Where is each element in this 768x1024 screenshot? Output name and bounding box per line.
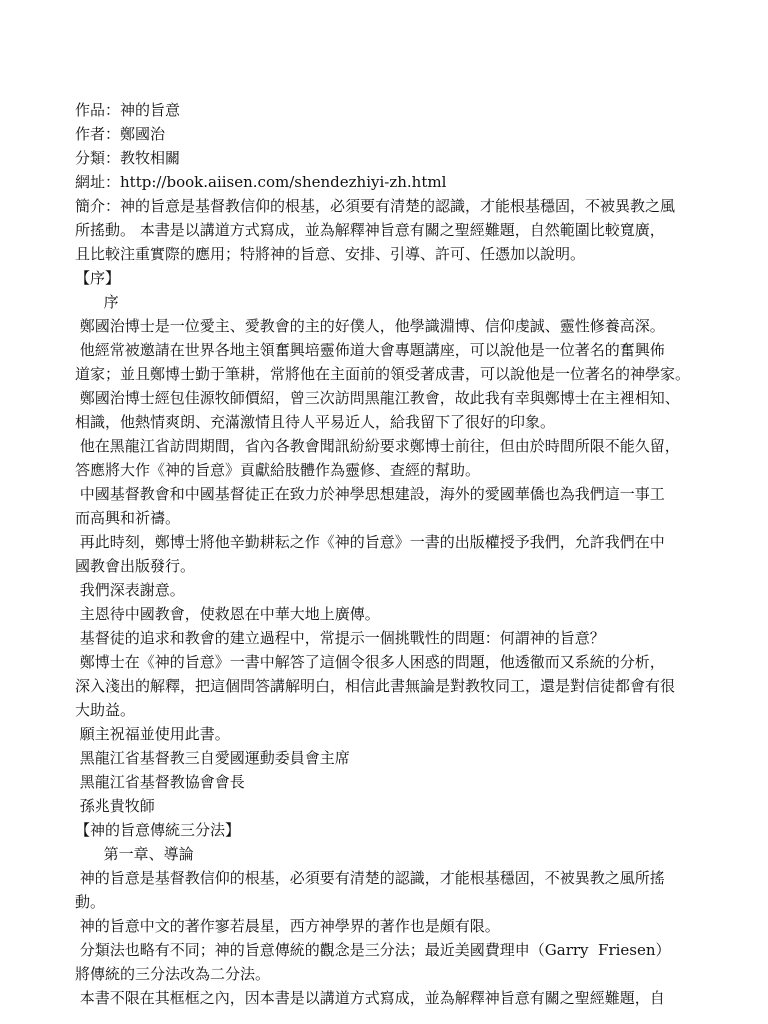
preface-line: 他在黑龍江省訪問期間，省內各教會聞訊紛紛要求鄭博士前往，但由於時間所限不能久留， [75,437,680,455]
preface-line: 國教會出版發行。 [75,557,196,575]
category-line: 分類：教牧相關 [75,149,181,167]
preface-line: 深入淺出的解釋，把這個問答講解明白，相信此書無論是對教牧同工，還是對信徒都會有很 [75,677,676,695]
preface-line: 黑龍江省基督教三自愛國運動委員會主席 [75,749,350,767]
preface-line: 鄭國治博士是一位愛主、愛教會的主的好僕人，他學識淵博、信仰虔誠、靈性修養高深。 [75,317,665,335]
preface-line: 孫兆貴牧師 [75,797,155,815]
author-line: 作者：鄭國治 [75,125,166,143]
work-title-line: 作品：神的旨意 [75,101,181,119]
preface-line: 相識，他熱情爽朗、充滿激情且待人平易近人，給我留下了很好的印象。 [75,413,556,431]
chapter-line: 神的旨意中文的著作寥若晨星，西方神學界的著作也是頗有限。 [75,917,500,935]
preface-line: 鄭國治博士經包佳源牧師價紹，曾三次訪問黑龍江教會，故此我有幸與鄭博士在主裡相知、 [75,389,680,407]
chapter-line: 神的旨意是基督教信仰的根基，必須要有清楚的認識，才能根基穩固，不被異教之風所搖 [75,869,665,887]
chapter-line: 本書不限在其框框之內，因本書是以講道方式寫成，並為解釋神旨意有關之聖經難題，自 [75,989,665,1007]
preface-title: 序 [75,293,119,311]
intro-line: 且比較注重實際的應用；特將神的旨意、安排、引導、許可、任憑加以說明。 [75,245,586,263]
intro-line: 所搖動。 本書是以講道方式寫成，並為解釋神旨意有關之聖經難題，自然範圍比較寬廣， [75,221,665,239]
preface-line: 道家；並且鄭博士勤于筆耕，常將他在主面前的領受著成書，可以說他是一位著名的神學家。 [75,365,691,383]
preface-line: 黑龍江省基督教協會會長 [75,773,245,791]
preface-line: 他經常被邀請在世界各地主領奮興培靈佈道大會專題講座，可以說他是一位著名的奮興佈 [75,341,665,359]
preface-line: 主恩待中國教會，使救恩在中華大地上廣傳。 [75,605,380,623]
preface-line: 大助益。 [75,701,136,719]
preface-line: 再此時刻，鄭博士將他辛勤耕耘之作《神的旨意》一書的出版權授予我們，允許我們在中 [75,533,665,551]
preface-line: 而高興和祈禱。 [75,509,181,527]
preface-line: 願主祝福並使用此書。 [75,725,230,743]
intro-line: 簡介：神的旨意是基督教信仰的根基，必須要有清楚的認識，才能根基穩固，不被異教之風 [75,197,676,215]
preface-line: 答應將大作《神的旨意》貢獻給肢體作為靈修、查經的幫助。 [75,461,481,479]
section-heading: 【神的旨意傳統三分法】 [75,821,241,839]
preface-line: 鄭博士在《神的旨意》一書中解答了這個令很多人困惑的問題，他透徹而又系統的分析， [75,653,665,671]
preface-line: 基督徒的追求和教會的建立過程中，常提示一個挑戰性的問題：何謂神的旨意？ [75,629,605,647]
preface-line: 我們深表謝意。 [75,581,185,599]
preface-line: 中國基督教會和中國基督徒正在致力於神學思想建設，海外的愛國華僑也為我們這一事工 [75,485,665,503]
url-line: 網址：http://book.aiisen.com/shendezhiyi-zh.html [75,173,447,191]
chapter-title: 第一章、導論 [75,845,194,863]
preface-heading: 【序】 [75,269,121,287]
chapter-line: 將傳統的三分法改為二分法。 [75,965,271,983]
document-page [75,98,715,1010]
chapter-line: 動。 [75,893,106,911]
chapter-line: 分類法也略有不同；神的旨意傳統的觀念是三分法；最近美國費理申（Garry Friesen） [75,941,671,959]
